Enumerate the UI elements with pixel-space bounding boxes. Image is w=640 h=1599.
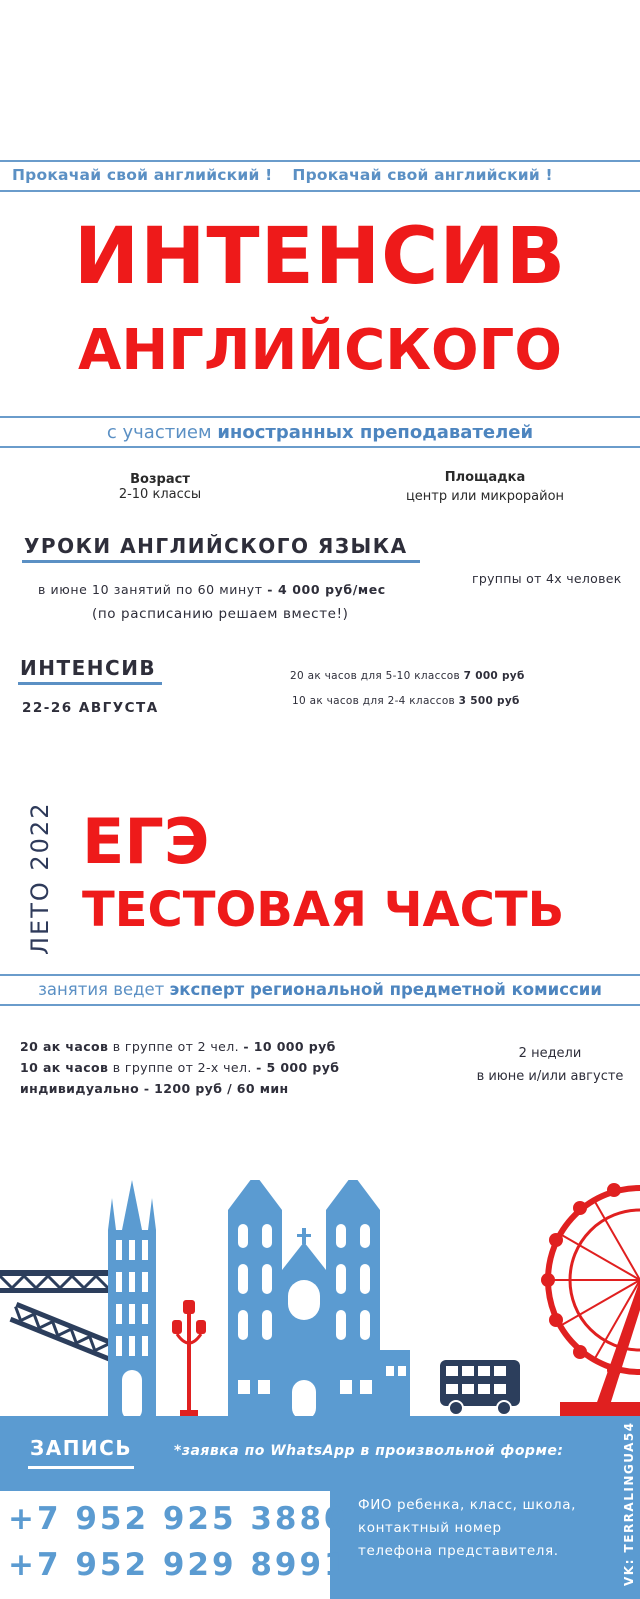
church-icon (228, 1180, 410, 1420)
ege-price-value: - 5 000 руб (256, 1060, 340, 1075)
age-value: 2-10 классы (118, 487, 202, 502)
expert-divider-bottom (0, 1004, 640, 1006)
subtitle (0, 422, 640, 443)
ege-price-mid: в группе от 2 чел. (108, 1039, 244, 1054)
intensive-price1-text: 20 ак часов для 5-10 классов (290, 670, 461, 682)
expert-bold: эксперт региональной предметной комиссии (169, 980, 602, 999)
ege-duration-line2: в июне и/или августе (476, 1069, 624, 1084)
intensive-underline (18, 682, 162, 685)
subtitle-divider-top (0, 416, 640, 418)
ege-title-line2: ТЕСТОВАЯ ЧАСТЬ (82, 882, 565, 938)
london-skyline-illustration (0, 1180, 640, 1420)
season-label: ЛЕТО 2022 (26, 801, 54, 955)
headline-line2: АНГЛИЙСКОГО (78, 318, 562, 383)
expert-prefix: занятия ведет (38, 980, 165, 999)
ege-duration (470, 1042, 630, 1088)
expert-divider-top (0, 974, 640, 976)
venue-block (385, 470, 585, 504)
ticker-item: Прокачай свой английский ! (292, 166, 553, 184)
required-info-line: контактный номер (358, 1520, 502, 1536)
intensive-price2-text: 10 ак часов для 2-4 классов (292, 695, 456, 707)
phone-box (0, 1491, 349, 1599)
lessons-line2: (по расписанию решаем вместе!) (92, 606, 349, 622)
intensive-dates: 22-26 АВГУСТА (22, 700, 159, 716)
ferris-wheel-icon (541, 1183, 640, 1420)
ege-price-list (20, 1036, 339, 1099)
ege-duration-line1: 2 недели (518, 1046, 582, 1061)
venue-label: Площадка (444, 470, 526, 485)
lessons-groups: группы от 4х человек (472, 571, 622, 586)
phone-number-2[interactable]: +7 952 929 8991 (8, 1547, 349, 1583)
lessons-line1-price: - 4 000 руб/мес (267, 582, 386, 597)
headline-line1: ИНТЕНСИВ (73, 212, 567, 302)
ege-price-bold: 10 ак часов (20, 1060, 109, 1075)
ege-title-line1: ЕГЭ (82, 805, 210, 878)
intensive-price2 (292, 695, 520, 707)
phone-number-1[interactable]: +7 952 925 3880 (8, 1501, 349, 1537)
required-info-line: телефона представителя. (358, 1543, 559, 1559)
age-block (90, 472, 230, 502)
intensive-price2-value: 3 500 руб (458, 695, 520, 707)
ticker-item: Прокачай свой английский ! (12, 166, 273, 184)
ege-price-mid: в группе от 2-х чел. (108, 1060, 257, 1075)
ege-price-row (20, 1057, 339, 1078)
intensive-price1 (290, 670, 525, 682)
bridge-tower-icon (108, 1180, 156, 1420)
subtitle-divider-bottom (0, 446, 640, 448)
lessons-title: УРОКИ АНГЛИЙСКОГО ЯЗЫКА (24, 534, 408, 558)
ege-price-value: - 10 000 руб (243, 1039, 336, 1054)
required-info-line: ФИО ребенка, класс, школа, (358, 1497, 577, 1513)
tower-bridge-icon (0, 1270, 119, 1363)
signup-heading: ЗАПИСЬ (30, 1436, 133, 1460)
expert-line (0, 980, 640, 999)
intensive-price1-value: 7 000 руб (463, 670, 525, 682)
street-lamp-icon (172, 1300, 206, 1420)
age-label: Возраст (130, 472, 190, 487)
ege-price-bold: индивидуально - 1200 руб / 60 мин (20, 1081, 289, 1096)
ticker-divider (0, 190, 640, 192)
subtitle-prefix: с участием (106, 422, 212, 443)
venue-value: центр или микрорайон (405, 489, 565, 504)
ege-price-bold: 20 ак часов (20, 1039, 109, 1054)
ticker-text (12, 166, 573, 184)
required-info (358, 1494, 576, 1563)
ege-price-row (20, 1036, 339, 1057)
subtitle-bold: иностранных преподавателей (217, 422, 534, 443)
signup-underline (28, 1466, 134, 1469)
lessons-line1-text: в июне 10 занятий по 60 минут (38, 582, 263, 597)
ege-price-row (20, 1078, 339, 1099)
intensive-title: ИНТЕНСИВ (20, 656, 157, 680)
lessons-line1 (38, 582, 386, 597)
vk-handle[interactable]: VK: TERRALINGUA54 (622, 1421, 636, 1586)
top-divider (0, 160, 640, 162)
whatsapp-note: *заявка по WhatsApp в произвольной форме: (174, 1443, 564, 1459)
lessons-underline (22, 560, 420, 563)
double-decker-bus-icon (440, 1360, 520, 1415)
